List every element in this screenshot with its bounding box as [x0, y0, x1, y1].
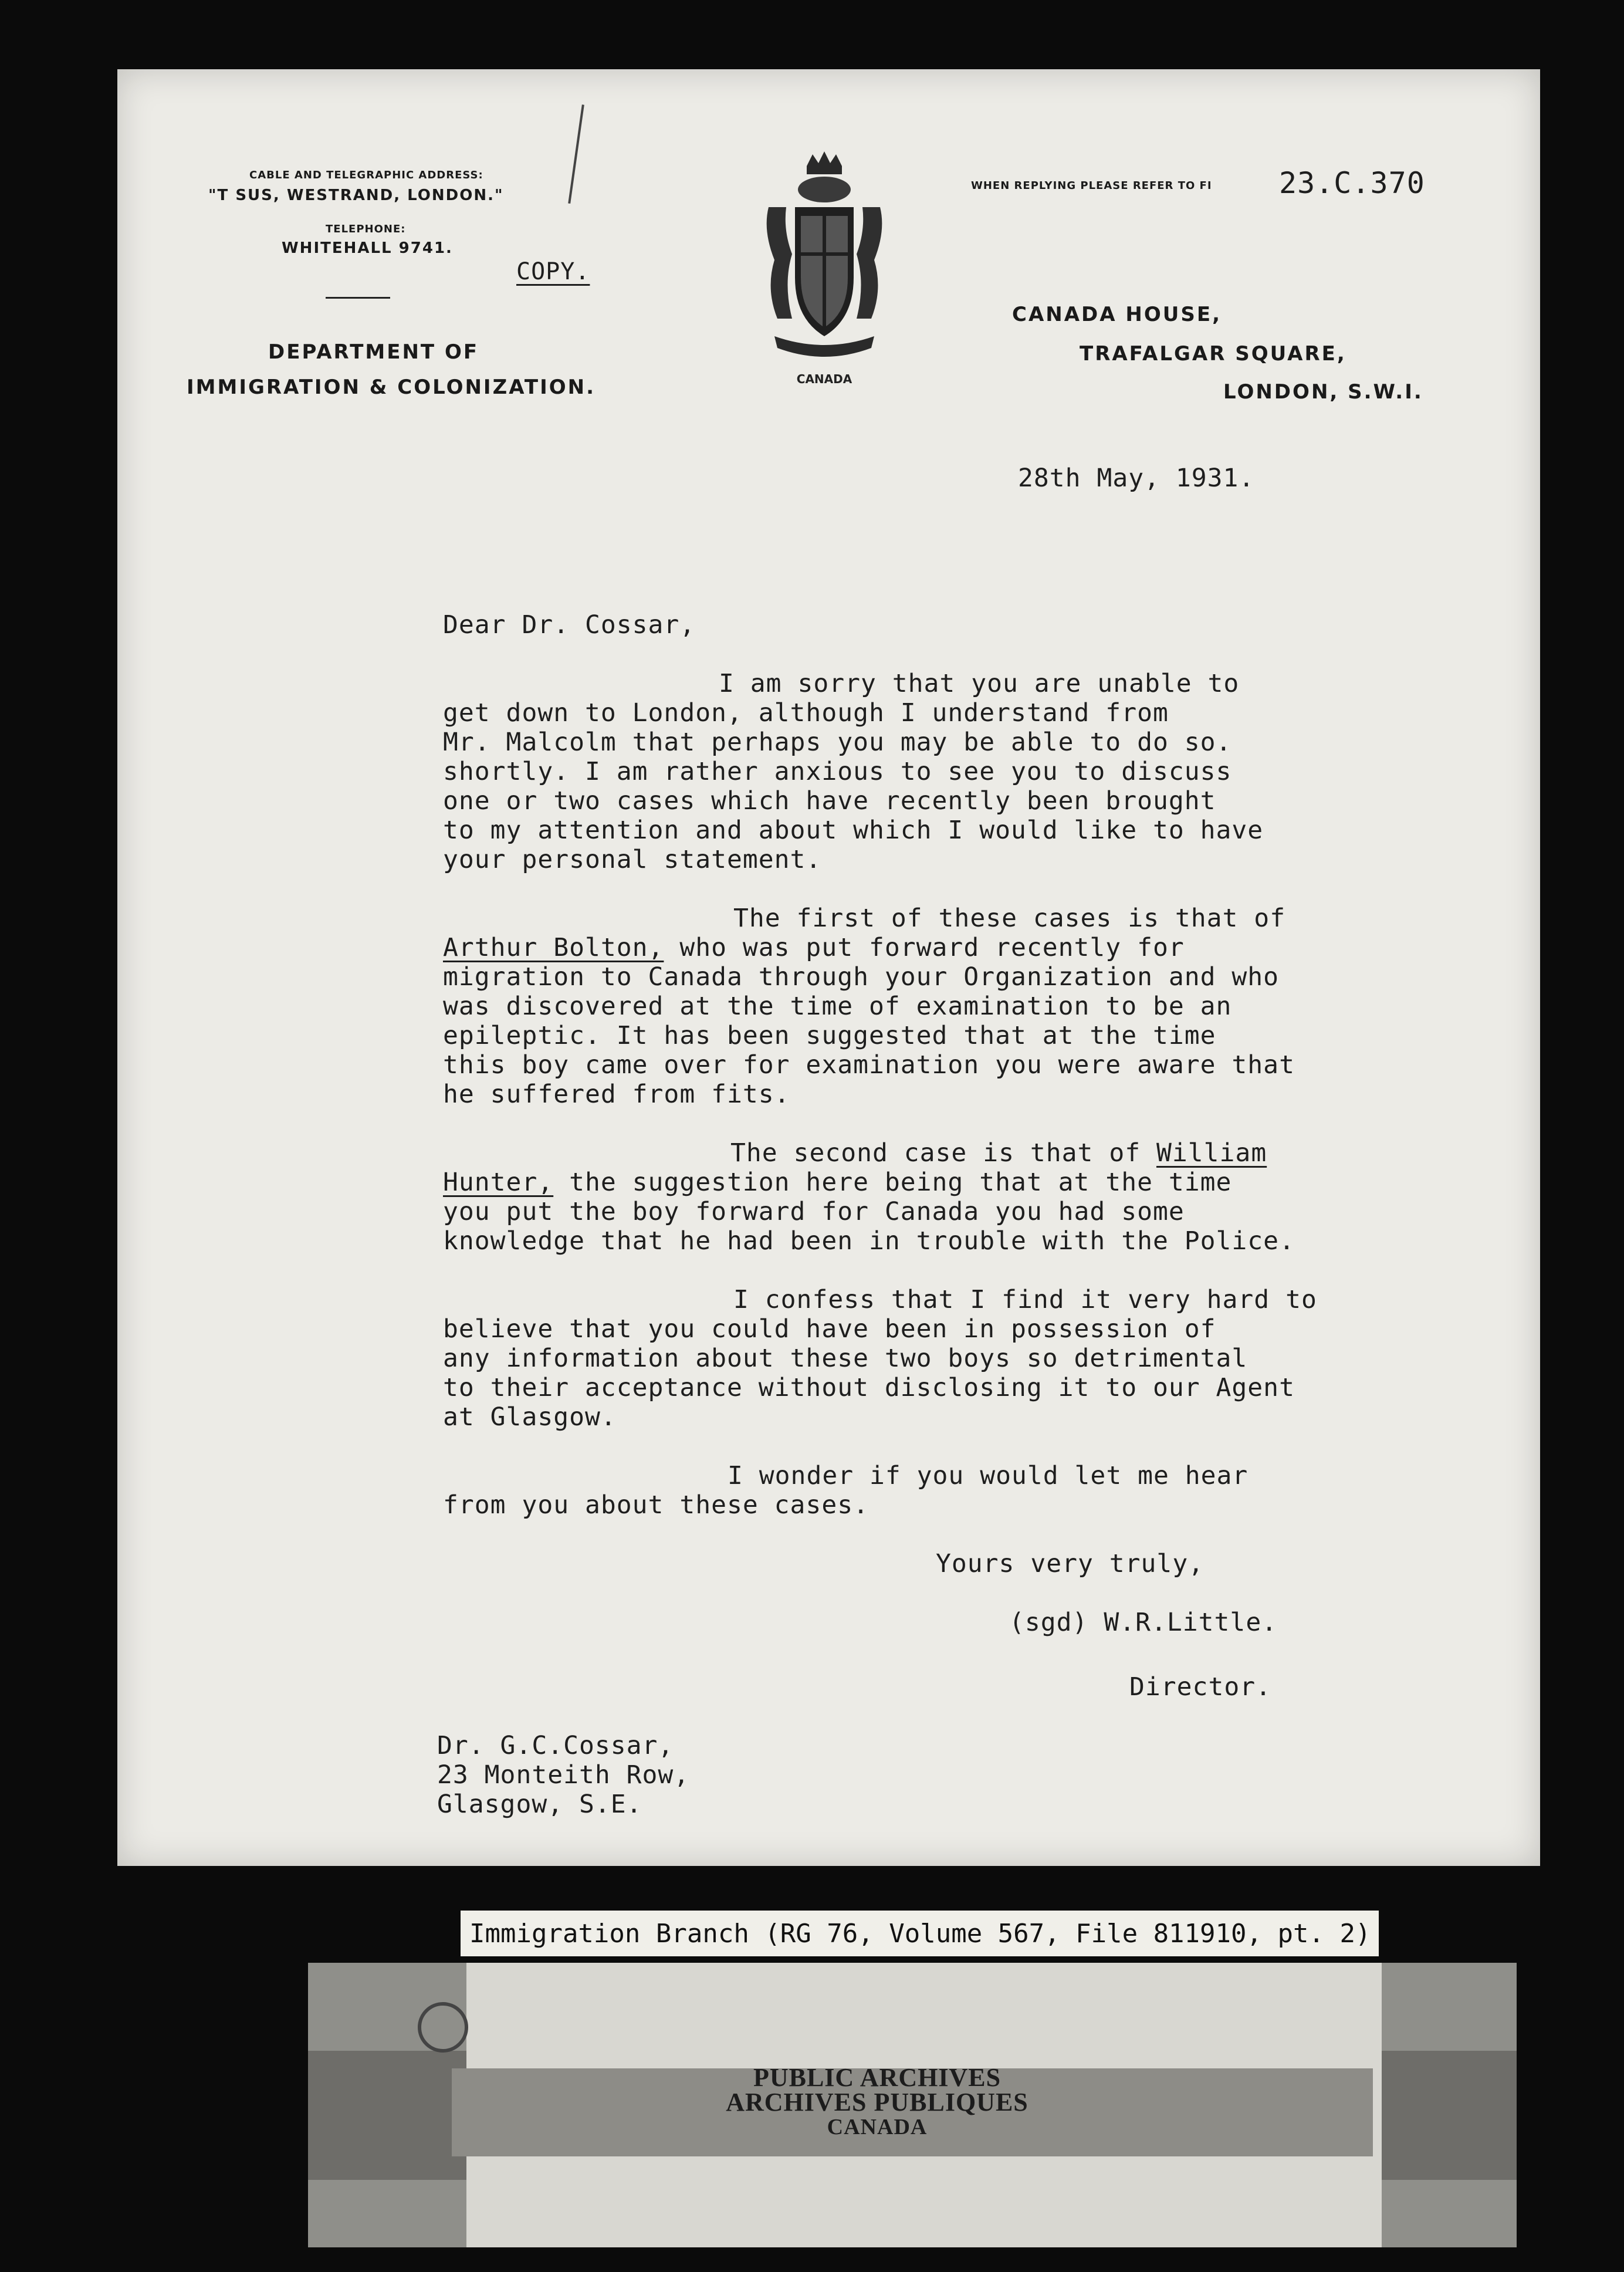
crest-caption: CANADA: [796, 372, 852, 386]
department-line1: DEPARTMENT OF: [268, 340, 479, 364]
address-line2: TRAFALGAR SQUARE,: [1080, 342, 1346, 366]
paragraph-1-line: to my attention and about which I would like to have: [443, 816, 1264, 845]
paragraph-3-line: you put the boy forward for Canada you had some: [443, 1197, 1185, 1226]
stamp-line1: PUBLIC ARCHIVES: [753, 2063, 1002, 2092]
archive-mount-tape: [308, 1963, 1517, 2247]
paragraph-2-line: The first of these cases is that of: [733, 904, 1286, 933]
divider: [326, 297, 390, 299]
paragraph-4-line: I confess that I find it very hard to: [733, 1285, 1317, 1314]
signatory-title: Director.: [1129, 1672, 1271, 1702]
reply-reference-label: WHEN REPLYING PLEASE REFER TO FI: [971, 180, 1212, 192]
paragraph-1-line: shortly. I am rather anxious to see you to discuss: [443, 757, 1232, 786]
file-reference: 23.C.370: [1279, 166, 1425, 200]
paragraph-1-line: I am sorry that you are unable to: [719, 669, 1240, 698]
paragraph-1-line: your personal statement.: [443, 845, 822, 874]
telephone-number: WHITEHALL 9741.: [282, 239, 453, 257]
cable-heading: CABLE AND TELEGRAPHIC ADDRESS:: [249, 169, 483, 181]
paragraph-4-line: any information about these two boys so detrimental: [443, 1344, 1248, 1373]
paragraph-4-line: believe that you could have been in possession of: [443, 1314, 1216, 1344]
name-william: William: [1156, 1138, 1267, 1168]
recipient-line: Glasgow, S.E.: [437, 1790, 642, 1819]
letter-date: 28th May, 1931.: [1018, 464, 1255, 493]
paragraph-5-line: from you about these cases.: [443, 1490, 869, 1520]
paragraph-3-line: knowledge that he had been in trouble with the Police.: [443, 1226, 1295, 1256]
paragraph-3-line: The second case is that of William: [730, 1138, 1267, 1168]
name-arthur-bolton: Arthur Bolton,: [443, 933, 664, 962]
recipient-line: 23 Monteith Row,: [437, 1760, 690, 1790]
paragraph-3-line: Hunter, the suggestion here being that at the time: [443, 1168, 1232, 1197]
pencil-mark: [568, 104, 588, 204]
stamp-line3: CANADA: [827, 2115, 928, 2139]
paragraph-1-line: get down to London, although I understand from: [443, 698, 1169, 728]
paragraph-4-line: at Glasgow.: [443, 1402, 617, 1432]
address-line1: CANADA HOUSE,: [1012, 303, 1222, 326]
paragraph-5-line: I wonder if you would let me hear: [728, 1461, 1249, 1490]
paragraph-2-line: migration to Canada through your Organization and who: [443, 962, 1280, 992]
archive-source-text: Immigration Branch (RG 76, Volume 567, File 811910, pt. 2): [469, 1919, 1371, 1949]
paragraph-2-line: this boy came over for examination you were aware that: [443, 1050, 1295, 1080]
telephone-heading: TELEPHONE:: [326, 223, 406, 235]
department-line2: IMMIGRATION & COLONIZATION.: [187, 376, 596, 399]
paragraph-1-line: Mr. Malcolm that perhaps you may be able to do so.: [443, 728, 1232, 757]
copy-mark: COPY.: [516, 258, 590, 285]
paragraph-4-line: to their acceptance without disclosing it to our Agent: [443, 1373, 1295, 1402]
recipient-line: Dr. G.C.Cossar,: [437, 1731, 674, 1760]
salutation: Dear Dr. Cossar,: [443, 610, 696, 640]
name-hunter: Hunter,: [443, 1168, 554, 1197]
stamp-line2: ARCHIVES PUBLIQUES: [726, 2088, 1028, 2117]
paragraph-2-line: he suffered from fits.: [443, 1080, 790, 1109]
address-line3: LONDON, S.W.I.: [1223, 380, 1423, 404]
archive-source-label: [461, 1911, 1379, 1956]
cable-address: "T SUS, WESTRAND, LONDON.": [208, 187, 504, 204]
signature: (sgd) W.R.Little.: [1009, 1608, 1278, 1637]
crest-seal-icon: [414, 1998, 472, 2057]
letter-sheet: [117, 69, 1540, 1866]
public-archives-stamp: [613, 2065, 1141, 2139]
paragraph-2-line: epileptic. It has been suggested that at the time: [443, 1021, 1216, 1050]
paragraph-2-line: was discovered at the time of examination to be an: [443, 992, 1232, 1021]
paragraph-2-line: Arthur Bolton, who was put forward recently for: [443, 933, 1185, 962]
paragraph-1-line: one or two cases which have recently been brought: [443, 786, 1216, 816]
canada-coat-of-arms-icon: [751, 143, 898, 389]
closing: Yours very truly,: [936, 1549, 1205, 1578]
